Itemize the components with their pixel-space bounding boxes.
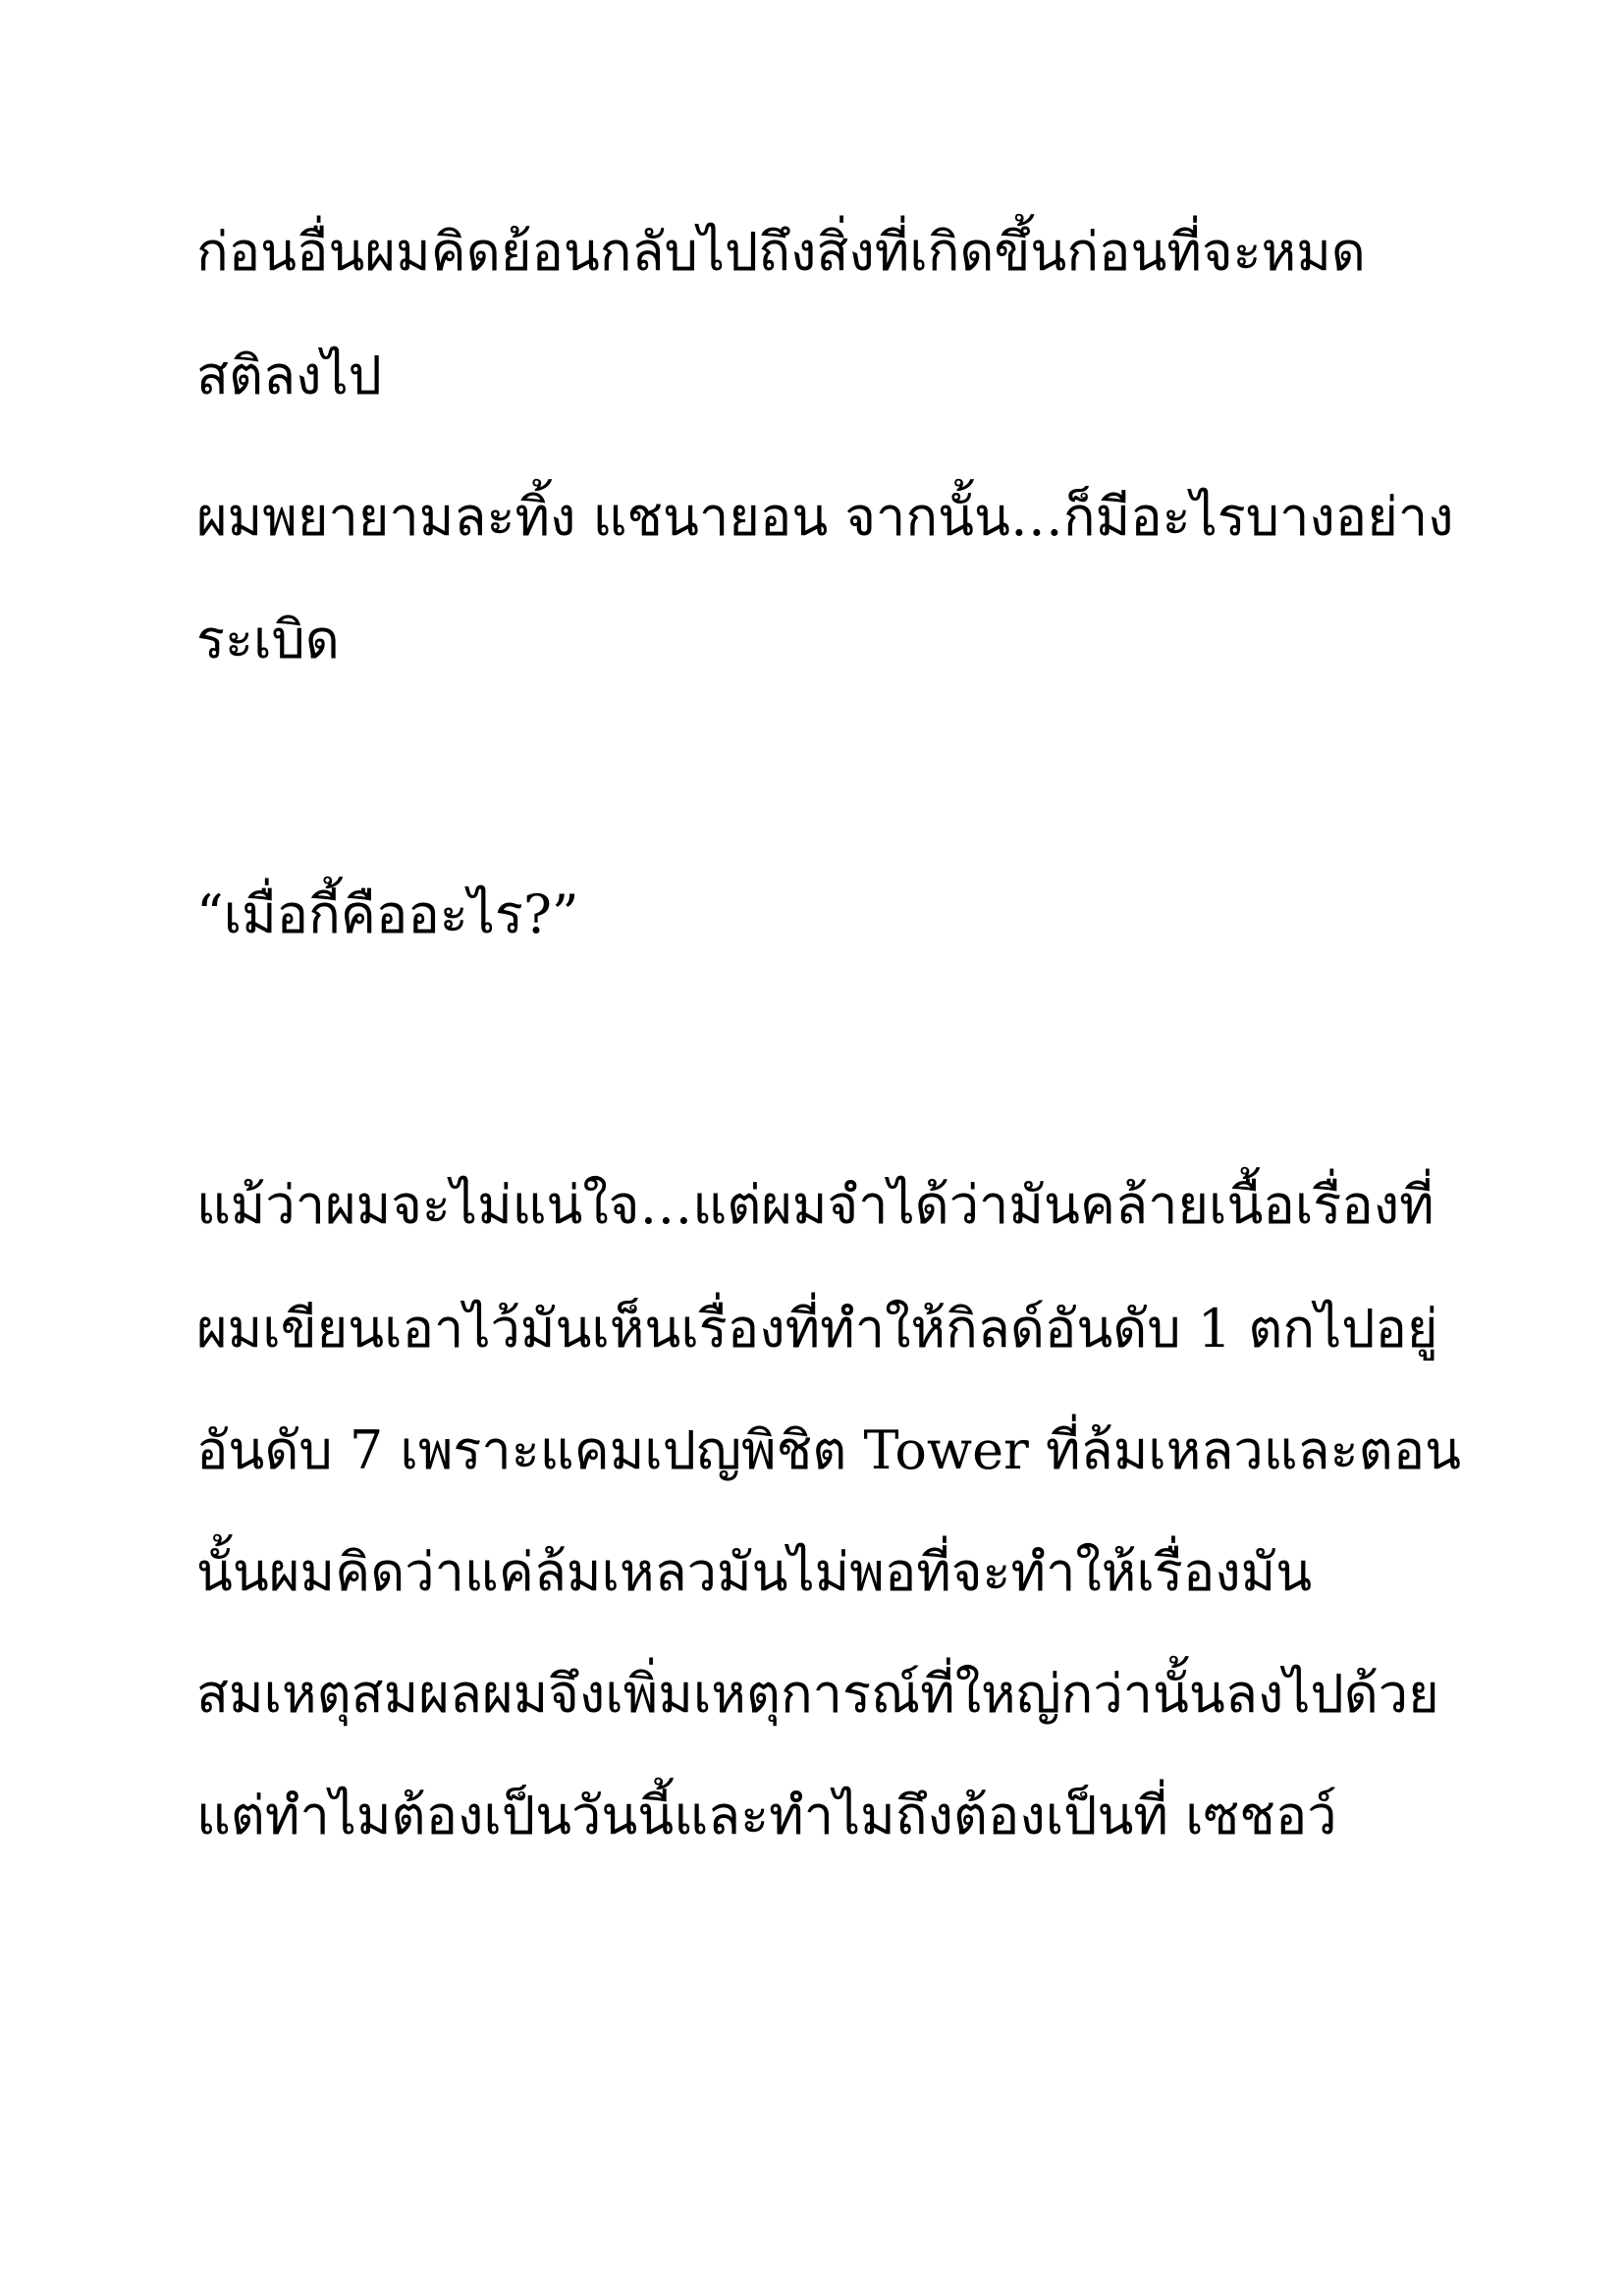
paragraph-3-line-3: อันดับ 7 เพราะแคมเปญพิชิต Tower ที่ล้มเหลวและตอน <box>196 1419 1462 1481</box>
paragraph-3-line-1: แม้ว่าผมจะไม่แน่ใจ…แต่ผมจำได้ว่ามันคล้ายเนื้อเรื่องที่ <box>196 1174 1435 1236</box>
paragraph-3-line-5: สมเหตุสมผลผมจึงเพิ่มเหตุการณ์ที่ใหญ่กว่านั้นลงไปด้วย <box>196 1663 1439 1725</box>
paragraph-3-line-2: ผมเขียนเอาไว้มันเห็นเรื่องที่ทำให้กิลด์อันดับ 1 ตกไปอยู่ <box>196 1298 1438 1360</box>
paragraph-1-line-1: ก่อนอื่นผมคิดย้อนกลับไปถึงสิ่งที่เกิดขึ้นก่อนที่จะหมด <box>196 221 1366 283</box>
paragraph-3-line-6: แต่ทำไมต้องเป็นวันนี้และทำไมถึงต้องเป็นที่ เซชอว์ <box>196 1785 1337 1846</box>
paragraph-2-line-1: ผมพยายามละทิ้ง แชนายอน จากนั้น…ก็มีอะไรบางอย่าง <box>196 486 1454 548</box>
paragraph-3-line-4: นั้นผมคิดว่าแค่ล้มเหลวมันไม่พอที่จะทำให้เรื่องมัน <box>196 1541 1313 1603</box>
paragraph-1-line-2: สติลงไป <box>196 345 382 406</box>
dialogue-line: “เมื่อกี้คืออะไร?” <box>196 883 579 945</box>
paragraph-2-line-2: ระเบิด <box>196 609 340 670</box>
